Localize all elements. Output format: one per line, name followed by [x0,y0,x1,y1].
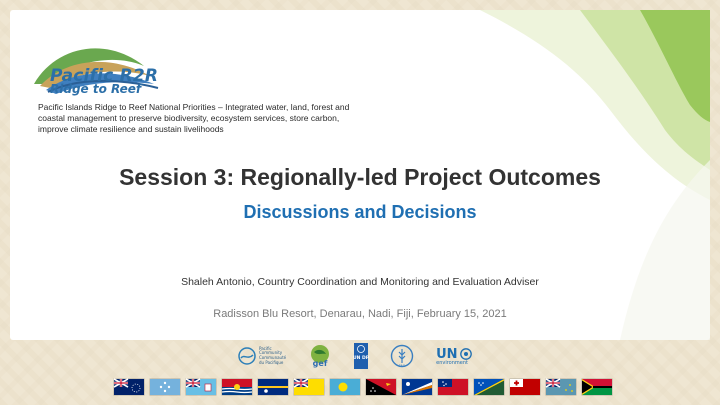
country-flags-row [114,379,608,395]
gef-text: gef [312,359,328,368]
logo-wordmark-line2: Ridge to Reef [50,82,142,96]
fao-wheat-icon [390,344,414,368]
fao-text: FAO [398,364,406,368]
undp-emblem-icon [354,343,368,369]
solomon-islands-flag [474,379,504,395]
undp-text: UN DP [353,356,370,361]
unep-globe-icon [460,348,472,360]
tuvalu-flag [546,379,576,395]
fiji-flag [186,379,216,395]
spc-text-1: Pacific [259,345,272,351]
unep-environment-text: environment [436,359,468,366]
spc-wave-icon [238,347,256,365]
marshall-islands-flag [402,379,432,395]
undp-logo [354,343,368,369]
spc-logo [238,347,286,365]
gef-logo [308,344,332,368]
presenter-line: Shaleh Antonio, Country Coordination and Monitoring and Evaluation Adviser [181,276,539,288]
spc-text-2: Community [259,350,283,356]
nauru-flag [258,379,288,395]
partner-logos [238,340,488,372]
spc-text-3: Communauté [259,355,287,360]
gef-globe-icon [308,344,332,368]
unep-logo [436,347,471,366]
palau-flag [330,379,360,395]
slide-subtitle: Discussions and Decisions [243,202,477,222]
vanuatu-flag [582,379,612,395]
logo-wordmark-line1: Pacific R2R [50,66,159,86]
kiribati-flag [222,379,252,395]
niue-flag [294,379,324,395]
fao-logo [390,344,414,368]
venue-line: Radisson Blu Resort, Denarau, Nadi, Fiji, February 15, 2021 [213,308,507,320]
cook-islands-flag [114,379,144,395]
tonga-flag [510,379,540,395]
micronesia-flag [150,379,180,395]
tagline: Pacific Islands Ridge to Reef National Priorities – Integrated water, land, forest and coastal management to preserve biodiversity, ecosystem services, store carbon, improve climate resilience and sustain livelihoods [38,102,350,134]
papua-new-guinea-flag [366,379,396,395]
slide-title: Session 3: Regionally-led Project Outcomes [119,164,601,190]
spc-text-4: du Pacifique [259,359,284,365]
unep-un-text: UN [436,346,458,362]
samoa-flag [438,379,468,395]
